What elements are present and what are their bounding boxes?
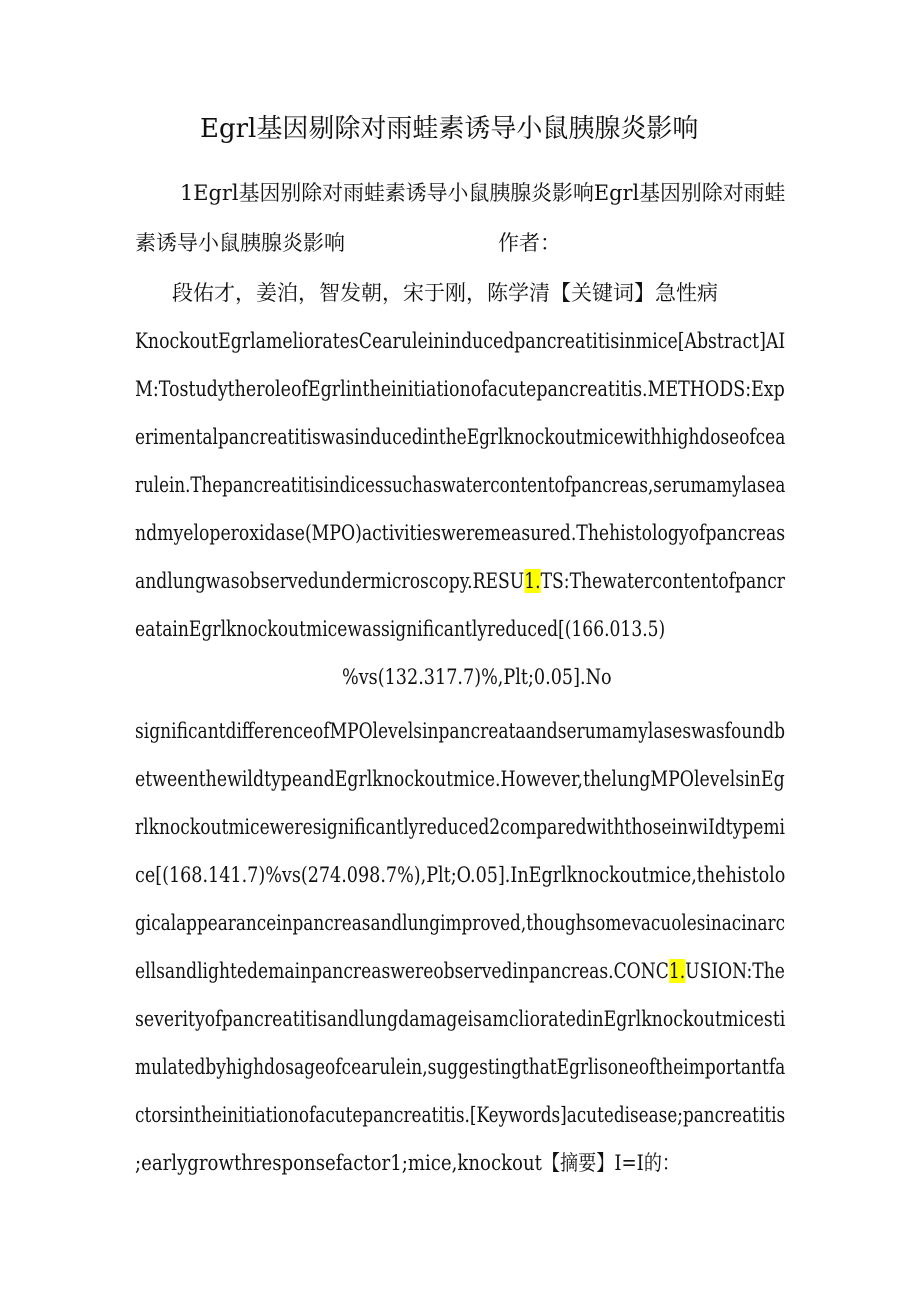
paragraph-line: ce[(168.141.7)%vs(274.098.7%),Plt;O.05].InEgrlknockoutmice,thehistolo	[135, 863, 786, 887]
paragraph-line: ndmyeloperoxidase(MPO)activitiesweremeasured.Thehistologyofpancreas	[135, 521, 786, 545]
paragraph-line: etweenthewildtypeandEgrlknockoutmice.However,thelungMPOlevelsinEg	[135, 767, 785, 791]
paragraph-line: rlknockoutmiceweresignificantlyreduced2comparedwiththoseinwiIdtypemi	[135, 815, 785, 839]
paragraph-line: mulatedbyhighdosageofcearulein,suggestingthatEgrlisoneoftheimportantfa	[135, 1055, 786, 1079]
paragraph-line: significantdifferenceofMPOlevelsinpancreataandserumamylaseswasfoundb	[135, 719, 786, 743]
paragraph-line: severityofpancreatitisandlungdamageisamclioratedinEgrlknockoutmicesti	[135, 1007, 786, 1031]
paragraph-line: 素诱导小鼠胰腺炎影响	[135, 231, 345, 255]
paragraph-line	[135, 566, 785, 596]
document-title: Egrl基因剔除对雨蛙素诱导小鼠胰腺炎影响	[200, 114, 699, 144]
paragraph-line: 1Egrl基因别除对雨蛙素诱导小鼠胰腺炎影响Egrl基因别除对雨蛙	[180, 181, 786, 205]
text-segment: TS:Thewatercontentofpancr	[540, 569, 786, 593]
paragraph-line: %vs(132.317.7)%,Plt;0.05].No	[342, 665, 612, 689]
author-label: 作者：	[498, 231, 561, 255]
text-segment: andlungwasobservedundermicroscopy.RESU	[135, 569, 525, 593]
paragraph-line: eatainEgrlknockoutmicewassignificantlyreduced[(166.013.5)	[135, 617, 666, 641]
paragraph-line: rulein.Thepancreatitisindicessuchaswatercontentofpancreas,serumamylasea	[135, 473, 786, 497]
paragraph-line	[135, 956, 785, 986]
highlighted-text: 1.	[668, 959, 686, 983]
paragraph-line: KnockoutEgrlamelioratesCearuleininducedpancreatitisinmice[Abstract]AI	[135, 329, 786, 353]
paragraph-line: erimentalpancreatitiswasinducedintheEgrlknockoutmicewithhighdoseofcea	[135, 425, 786, 449]
paragraph-line: ctorsintheinitiationofacutepancreatitis.[Keywords]acutedisease;pancreatitis	[135, 1103, 786, 1127]
paragraph-line: gicalappearanceinpancreasandlungimproved,thoughsomevacuolesinacinarc	[135, 911, 786, 935]
paragraph-line: 段佑才，姜泊，智发朝，宋于刚，陈学清【关键词】急性病	[172, 281, 718, 305]
text-segment: ellsandlightedemainpancreaswereobservedinpancreas.CONC	[135, 959, 669, 983]
paragraph-line: ;earlygrowthresponsefactor1;mice,knockout【摘要】I=I的：	[135, 1151, 681, 1175]
text-segment: USION:The	[685, 959, 785, 983]
paragraph-line: M:TostudytheroleofEgrlintheinitiationofacutepancreatitis.METHODS:Exp	[135, 377, 785, 401]
highlighted-text: 1.	[524, 569, 541, 593]
